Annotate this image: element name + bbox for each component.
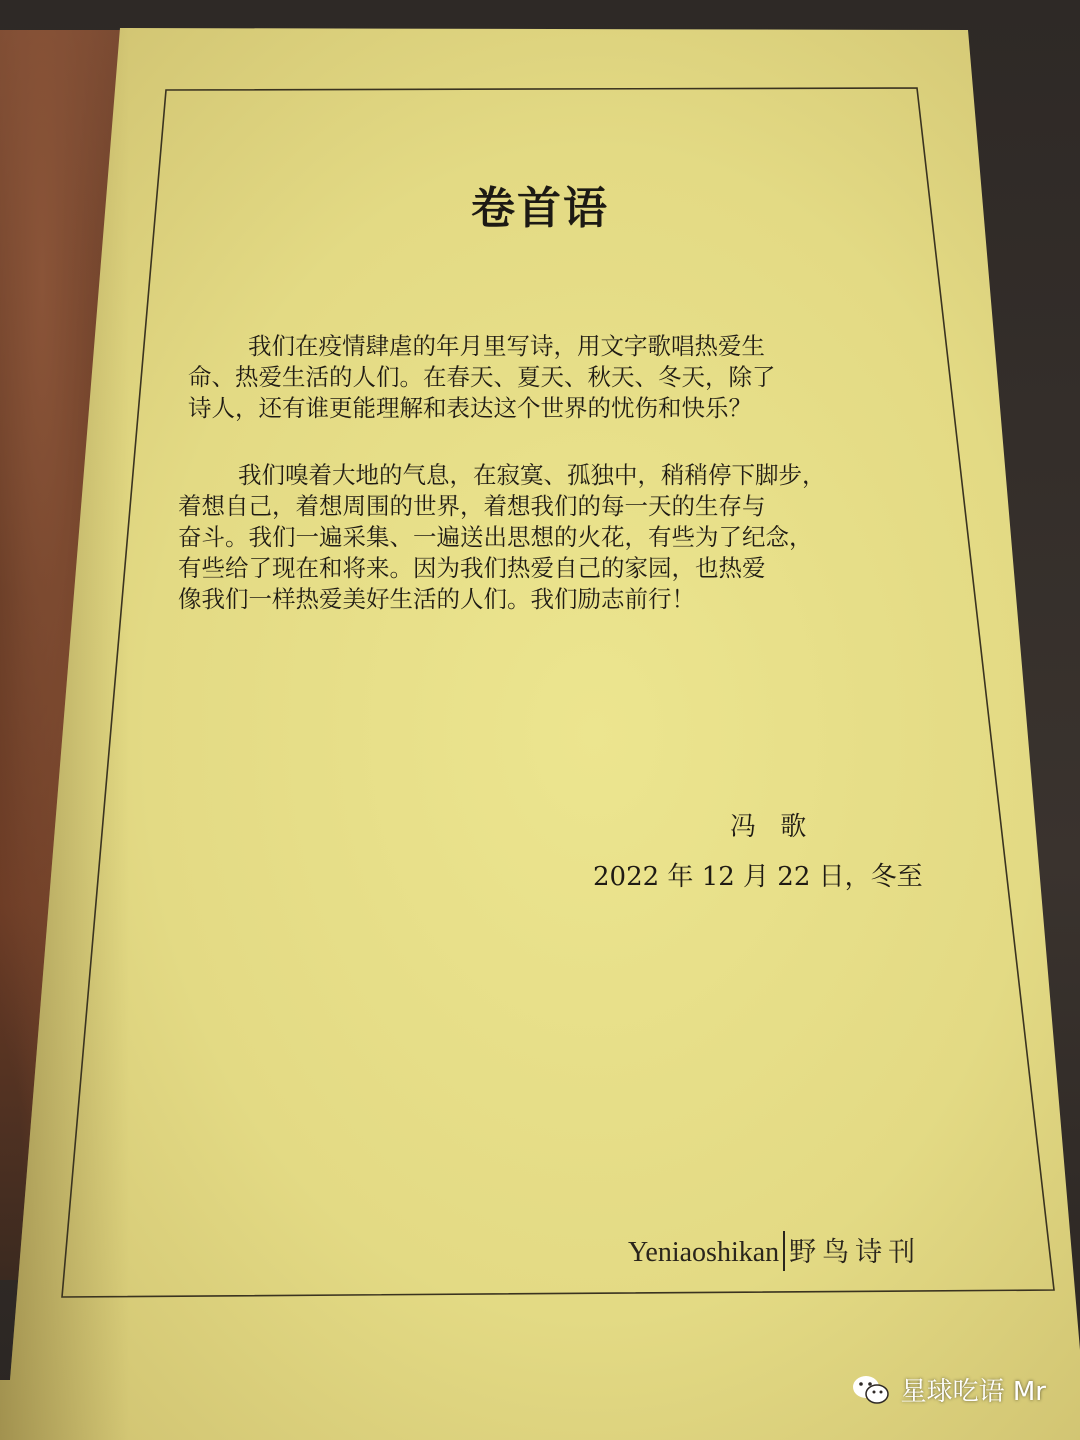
paragraph-2-line: 我们嗅着大地的气息，在寂寞、孤独中，稍稍停下脚步， [238,461,826,489]
paragraph-1-line: 命、热爱生活的人们。在春天、夏天、秋天、冬天，除了 [188,363,776,391]
paragraph-2-line: 有些给了现在和将来。因为我们热爱自己的家园，也热爱 [178,554,766,582]
paragraph-2-line: 像我们一样热爱美好生活的人们。我们励志前行！ [178,585,695,613]
paragraph-2 [178,460,900,615]
paragraph-2-line: 着想自己，着想周围的世界，着想我们的每一天的生存与 [178,492,766,520]
watermark [851,1371,1046,1408]
author-name: 冯 歌 [730,812,815,842]
imprint-divider [783,1231,785,1271]
paragraph-2-line: 奋斗。我们一遍采集、一遍送出思想的火花，有些为了纪念， [178,523,813,551]
journal-imprint [628,1230,921,1271]
page-title: 卷首语 [471,183,609,234]
paragraph-1-line: 诗人，还有谁更能理解和表达这个世界的忧伤和快乐？ [188,394,752,422]
imprint-latin: Yeniaoshikan [628,1237,780,1268]
watermark-text: 星球吃语 Mr [900,1377,1046,1407]
wechat-icon [851,1373,891,1407]
paragraph-1 [188,331,888,424]
date-line: 2022 年 12 月 22 日，冬至 [593,862,923,892]
imprint-chinese: 野鸟诗刊 [789,1237,922,1268]
paragraph-1-line: 我们在疫情肆虐的年月里写诗，用文字歌唱热爱生 [248,332,765,360]
